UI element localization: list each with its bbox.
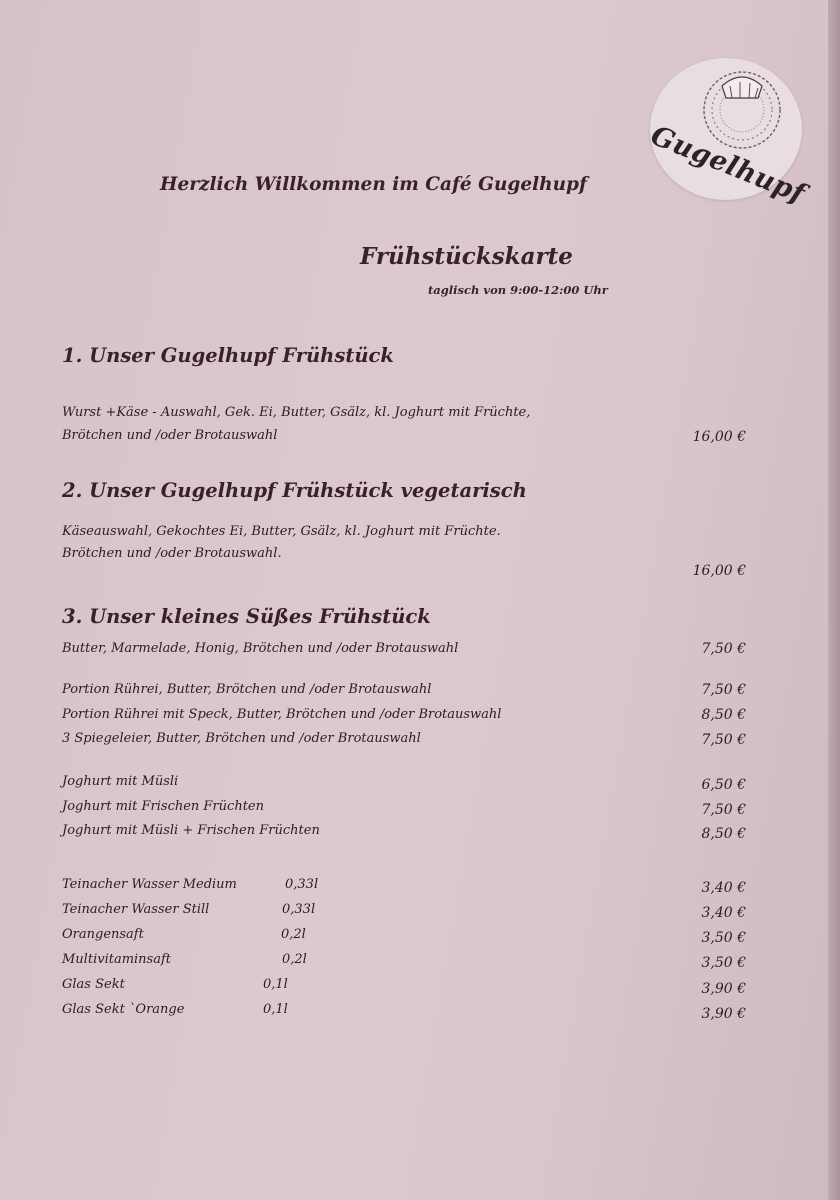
joghurt-item-3-price: 8,50 € [701, 826, 746, 842]
drink-item-2-qty: 0,33l [282, 902, 316, 917]
section-title-1: 1. Unser Gugelhupf Frühstück [62, 344, 394, 367]
section-2-price: 16,00 € [692, 563, 746, 579]
extras-item-2-price: 8,50 € [701, 707, 746, 723]
joghurt-item-2-price: 7,50 € [701, 802, 746, 818]
page-edge-shadow [828, 0, 840, 1200]
drink-item-3: Orangensaft [62, 927, 144, 942]
gugelhupf-logo [646, 58, 810, 210]
drink-item-4-qty: 0,2l [282, 952, 307, 967]
drink-item-4-price: 3,50 € [701, 955, 746, 971]
drink-item-5-qty: 0,1l [263, 977, 288, 992]
extras-item-3: 3 Spiegeleier, Butter, Brötchen und /oder Brotauswahl [62, 731, 421, 746]
joghurt-item-3: Joghurt mit Müsli + Frischen Früchten [62, 823, 320, 838]
drink-item-5-price: 3,90 € [701, 981, 746, 997]
section-title-3: 3. Unser kleines Süßes Frühstück [62, 605, 431, 628]
opening-hours: taglisch von 9:00-12:00 Uhr [428, 283, 608, 297]
section-1-line-2: Brötchen und /oder Brotauswahl [62, 428, 278, 443]
section-2-line-2: Brötchen und /oder Brotauswahl. [62, 546, 282, 561]
drink-item-1-qty: 0,33l [285, 877, 319, 892]
drink-item-1-price: 3,40 € [701, 880, 746, 896]
section-1-price: 16,00 € [692, 429, 746, 445]
logo-text: Gugelhupf [646, 120, 810, 210]
extras-item-1: Portion Rührei, Butter, Brötchen und /oder Brotauswahl [62, 682, 432, 697]
drink-item-4: Multivitaminsaft [62, 952, 172, 967]
joghurt-item-2: Joghurt mit Frischen Früchten [62, 799, 264, 814]
drink-item-3-qty: 0,2l [281, 927, 306, 942]
drink-item-6-price: 3,90 € [701, 1006, 746, 1022]
section-2-line-1: Käseauswahl, Gekochtes Ei, Butter, Gsälz, kl. Joghurt mit Früchte. [62, 524, 501, 539]
drink-item-5: Glas Sekt [62, 977, 125, 992]
extras-item-1-price: 7,50 € [701, 682, 746, 698]
section-3-item-price: 7,50 € [701, 641, 746, 657]
drink-item-2-price: 3,40 € [701, 905, 746, 921]
section-3-item: Butter, Marmelade, Honig, Brötchen und /oder Brotauswahl [62, 641, 459, 656]
section-title-2: 2. Unser Gugelhupf Frühstück vegetarisch [62, 479, 527, 502]
drink-item-6-qty: 0,1l [263, 1002, 288, 1017]
extras-item-3-price: 7,50 € [701, 732, 746, 748]
drink-item-6: Glas Sekt `Orange [62, 1002, 185, 1017]
joghurt-item-1-price: 6,50 € [701, 777, 746, 793]
section-1-line-1: Wurst +Käse - Auswahl, Gek. Ei, Butter, Gsälz, kl. Joghurt mit Früchte, [62, 405, 531, 420]
joghurt-item-1: Joghurt mit Müsli [62, 774, 179, 789]
drink-item-1: Teinacher Wasser Medium [62, 877, 237, 892]
page-title: Frühstückskarte [360, 243, 573, 270]
extras-item-2: Portion Rührei mit Speck, Butter, Brötchen und /oder Brotauswahl [62, 707, 502, 722]
drink-item-2: Teinacher Wasser Still [62, 902, 210, 917]
welcome-heading: Herzlich Willkommen im Café Gugelhupf [160, 174, 587, 195]
drink-item-3-price: 3,50 € [701, 930, 746, 946]
